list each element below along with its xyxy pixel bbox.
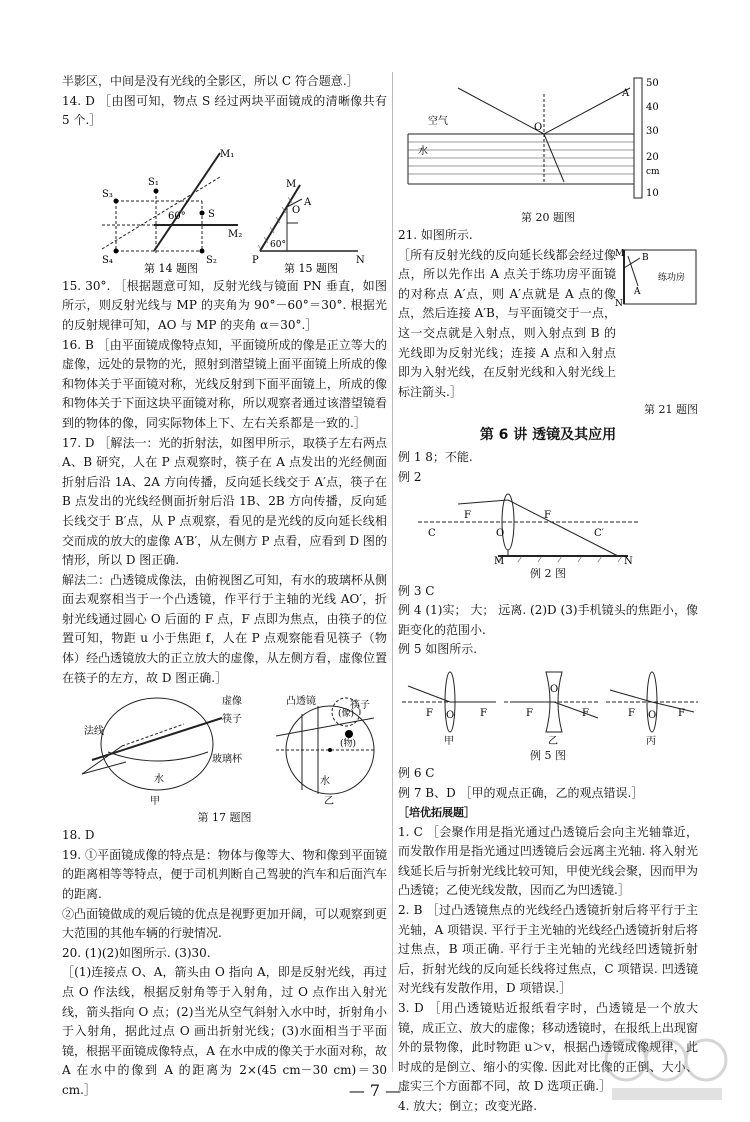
label-b21: B: [642, 252, 649, 263]
fig14-diagram: [62, 133, 387, 275]
q21-answer: 21. 如图所示.: [398, 228, 473, 242]
right-column: [398, 72, 698, 1117]
fig21-diagram: [614, 246, 698, 312]
section-title: 第 6 讲 透镜及其应用: [479, 427, 617, 444]
fig14-15-row: [62, 133, 387, 275]
tick-40: 40: [646, 102, 659, 113]
label-faxian: 法线: [84, 726, 104, 738]
label-p: P: [252, 254, 259, 266]
fig14-caption: 第 14 题图: [144, 261, 198, 275]
label-xiang: (像): [338, 709, 355, 720]
label-kuaizi2: 筷子: [350, 700, 370, 712]
label-shui: 水: [154, 774, 164, 786]
label-ex5-yi: 乙: [548, 735, 558, 746]
fig-ex5-diagram: [398, 662, 698, 746]
ext-answer-2: 2. B ［过凸透镜焦点的光线经凸透镜折射后将平行于主光轴，A 项错误. 平行于主光轴的光线经凸透镜折射后将过焦点，B 项正确. 平行于主光轴的光线经凹透镜折射后，折射光线的反向延长线将过焦点，C 项错误. 凹透镜对光线有发散作用，D 项错误.］: [398, 903, 698, 996]
label-ex5-f5: F: [628, 707, 635, 719]
q13-tail: 半影区，中间是没有光线的全影区，所以 C 符合题意.］: [62, 74, 359, 88]
example1: 例 1 8；不能.: [398, 450, 473, 465]
label-xuxiang: 虚像: [222, 696, 242, 708]
label-ex2-c: C: [428, 527, 436, 539]
q19-answer-a: 19. ①平面镜成像的特点是：物体与像等大、物和像到平面镜的距离相等等特点，便于司机判断自己驾驶的汽车和后面汽车的距离.: [62, 847, 387, 902]
tick-30: 30: [646, 126, 659, 137]
column-divider: [392, 72, 393, 1072]
q20-answer: 20. (1)(2)如图所示. (3)30.: [62, 945, 211, 960]
example6: 例 6 C: [398, 765, 435, 780]
label-m21: M: [615, 248, 625, 259]
ext-answer-1: 1. C ［会聚作用是指光通过凸透镜后会向主光轴靠近，而发散作用是指光通过凹透镜后会远离主光轴. 将入射光线延长后与折射光线比较可知，甲使光线会聚，因而甲为凸透镜；乙使光线发散，因而乙为凹透镜.］: [398, 824, 699, 898]
label-ex5-f2: F: [480, 707, 487, 719]
q15-answer: 15. 30°. ［根据题意可知，反射光线与镜面 PN 垂直，如图所示，则反射光线与 MP 的夹角为 90°－60°＝30°. 根据光的反射规律可知，AO 与 MP 的夹角 α＝30°.］: [62, 278, 387, 332]
example4: 例 4 (1)实； 大； 远离. (2)D (3)手机镜头的焦距小，像距变化的范围小.: [398, 603, 698, 637]
label-60b: 60°: [270, 239, 286, 250]
label-ex5-f1: F: [426, 707, 433, 719]
label-jia: 甲: [150, 796, 160, 808]
label-a20: A: [622, 88, 630, 99]
label-n21: N: [615, 298, 623, 309]
tick-50: 50: [646, 78, 659, 89]
fig-ex2: [398, 490, 698, 564]
fig15-caption: 第 15 题图: [284, 261, 338, 275]
q20-explanation: ［(1)连接点 O、A，箭头由 O 指向 A，即是反射光线，再过点 O 作法线，根据反射角等于入射角，过 O 点作出入射光线，箭头指向 O 点；(2)当光从空气斜射入水中时，折射角小于入射角，据此过点 O 画出折射光线；(3)水面相当于平面镜，根据平面镜成像特点，A 在水中成的像关于水面对称，故 A 在水中的像到 A 的距离为 2×(45 cm－30 cm)＝30 cm.］: [62, 965, 387, 1097]
example7: 例 7 B、D ［甲的观点正确，乙的观点错误.］: [398, 785, 644, 800]
q16-answer: 16. B ［由平面镜成像特点知，平面镜所成的像是正立等大的虚像，远处的景物的光，照射到潜望镜上面平面镜上所成的像和物体关于平面镜对称，光线反射到下面平面镜上，所成的像和物体关于下面这块平面镜对称，所以观察者通过该潜望镜看到的物体的像，同实际物体上下、左右关系都是一致的.］: [62, 337, 387, 430]
label-shui2: 水: [320, 776, 330, 788]
q18-answer: 18. D: [62, 828, 95, 843]
label-ex5-o3: O: [648, 709, 657, 721]
label-ex5-f4: F: [582, 707, 589, 719]
label-m1: M₁: [220, 148, 235, 160]
label-o: O: [292, 204, 301, 216]
fig-ex2-caption: 例 2 图: [530, 566, 566, 580]
fig-ex5-caption: 例 5 图: [530, 748, 566, 762]
fig17-diagram: [62, 690, 387, 808]
label-ex5-f6: F: [678, 707, 685, 719]
fig20-diagram: [398, 74, 698, 208]
label-60: 60°: [168, 210, 186, 222]
example5: 例 5 如图所示.: [398, 642, 478, 657]
q21-explanation: ［所有反射光线的反向延长线都会经过像点，所以先作出 A 点关于练功房平面镜的对称点 A′点，则 A′点就是 A 点的像点，然后连接 A′B，与平面镜交于一点，这一交点就是入射点，则入射点到 B 的光线即为反射光线；连接 A 点和入射点即为入射光线，在反射光线和入射光线上标注箭头.］: [398, 247, 616, 399]
fig21-caption: 第 21 题图: [644, 403, 698, 417]
label-ex2-n: N: [624, 555, 633, 564]
label-m2: M₂: [228, 228, 243, 240]
label-air: 空气: [428, 116, 448, 127]
label-n: N: [356, 254, 365, 266]
label-m: M: [286, 178, 297, 190]
watermark-logo: [602, 1032, 732, 1104]
label-room: 练功房: [658, 272, 686, 283]
label-ex2-f2: F: [544, 509, 551, 521]
label-o20: O: [534, 122, 543, 133]
fig-ex5: [398, 662, 698, 746]
q14-answer: 14. D ［由图可知，物点 S 经过两块平面镜成的清晰像共有 5 个.］: [62, 93, 387, 128]
label-kuaizi: 筷子: [222, 714, 242, 726]
tick-20: 20: [646, 152, 659, 163]
q17-answer-b: 解法二：凸透镜成像法，由俯视图乙可知，有水的玻璃杯从侧面去观察相当于一个凸透镜，作平行于主轴的光线 AO′，折射光线通过圆心 O 后面的 F 点，F 点即为焦点，由筷子的位置可知，物距 u 小于焦距 f，人在 P 点观察能看见筷子（物体）经凸透镜放大的正立放大的虚像，从左侧方看，虚像位置在筷子的左方，故 D 图正确.］: [62, 572, 387, 685]
label-ex5-o1: O: [446, 709, 455, 721]
label-ex2-c2: C′: [594, 527, 604, 539]
q17-answer-a: 17. D ［解法一：光的折射法，如图甲所示，取筷子左右两点 A、B 研究，人在 P 点观察时，筷子在 A 点发出的光经侧面折射后沿 1A、2A 方向传播，反向延长线交于 A′点，筷子在 B 点发出的光线经侧面折射后沿 1B、2B 方向传播，反向延长线交于 B′点，从 P 点观察，看见的是光线的反向延长线相交而成的放大的虚像 A′B′，从左侧方 P 点看，应看到 D 图的情形，所以 D 图正确.: [62, 435, 387, 568]
tick-10: 10: [646, 188, 659, 199]
ext-answer-4: 4. 放大；倒立；改变光路.: [398, 1099, 538, 1113]
label-ex2-o: O: [496, 527, 505, 539]
label-ex2-f1: F: [464, 509, 471, 521]
ext-answer-3: 3. D ［用凸透镜贴近报纸看字时，凸透镜是一个放大镜，成正立、放大的虚像；移动透镜时，在报纸上出现窗外的景物像，此时物距 u＞v，根据凸透镜成像规律，此时成的是倒立、缩小的实像. 因此对比像的正倒、大小、虚实三个方面都不同，故 D 选项正确.］: [398, 1001, 699, 1094]
example2: 例 2: [398, 469, 422, 484]
label-water: 水: [418, 146, 428, 157]
tick-cm: cm: [646, 167, 660, 177]
label-ex5-f3: F: [526, 707, 533, 719]
q21-block: [398, 246, 698, 403]
fig17-caption: 第 17 题图: [197, 811, 252, 825]
label-s3: S₃: [102, 188, 113, 200]
label-tutoujing: 凸透镜: [286, 696, 316, 708]
label-ex2-m: M: [494, 555, 505, 564]
label-s: S: [208, 208, 215, 220]
label-wu: (物): [340, 739, 357, 750]
q19-answer-b: ②凸面镜做成的观后镜的优点是视野更加开阔，可以观察到更大范围的其他车辆的行驶情况.: [62, 906, 387, 941]
left-column: [62, 72, 387, 1101]
example3: 例 3 C: [398, 583, 435, 598]
fig-ex2-diagram: [398, 490, 698, 564]
label-yi: 乙: [324, 796, 334, 808]
label-s1: S₁: [148, 176, 159, 188]
fig20-caption: 第 20 题图: [521, 211, 575, 224]
extension-title: ［培优拓展题］: [398, 806, 475, 820]
label-a21: A: [634, 286, 641, 297]
label-ex5-bing: 丙: [646, 735, 656, 746]
label-s4: S₄: [102, 254, 113, 266]
page-number: — 7 —: [348, 1081, 402, 1100]
label-ex5-jia: 甲: [444, 735, 454, 746]
label-s2: S₂: [206, 254, 217, 266]
label-a: A: [304, 196, 312, 208]
label-bolibei: 玻璃杯: [212, 754, 242, 766]
fig20: [398, 74, 698, 208]
label-ex5-o2: O: [550, 683, 559, 695]
fig17: [62, 690, 387, 808]
